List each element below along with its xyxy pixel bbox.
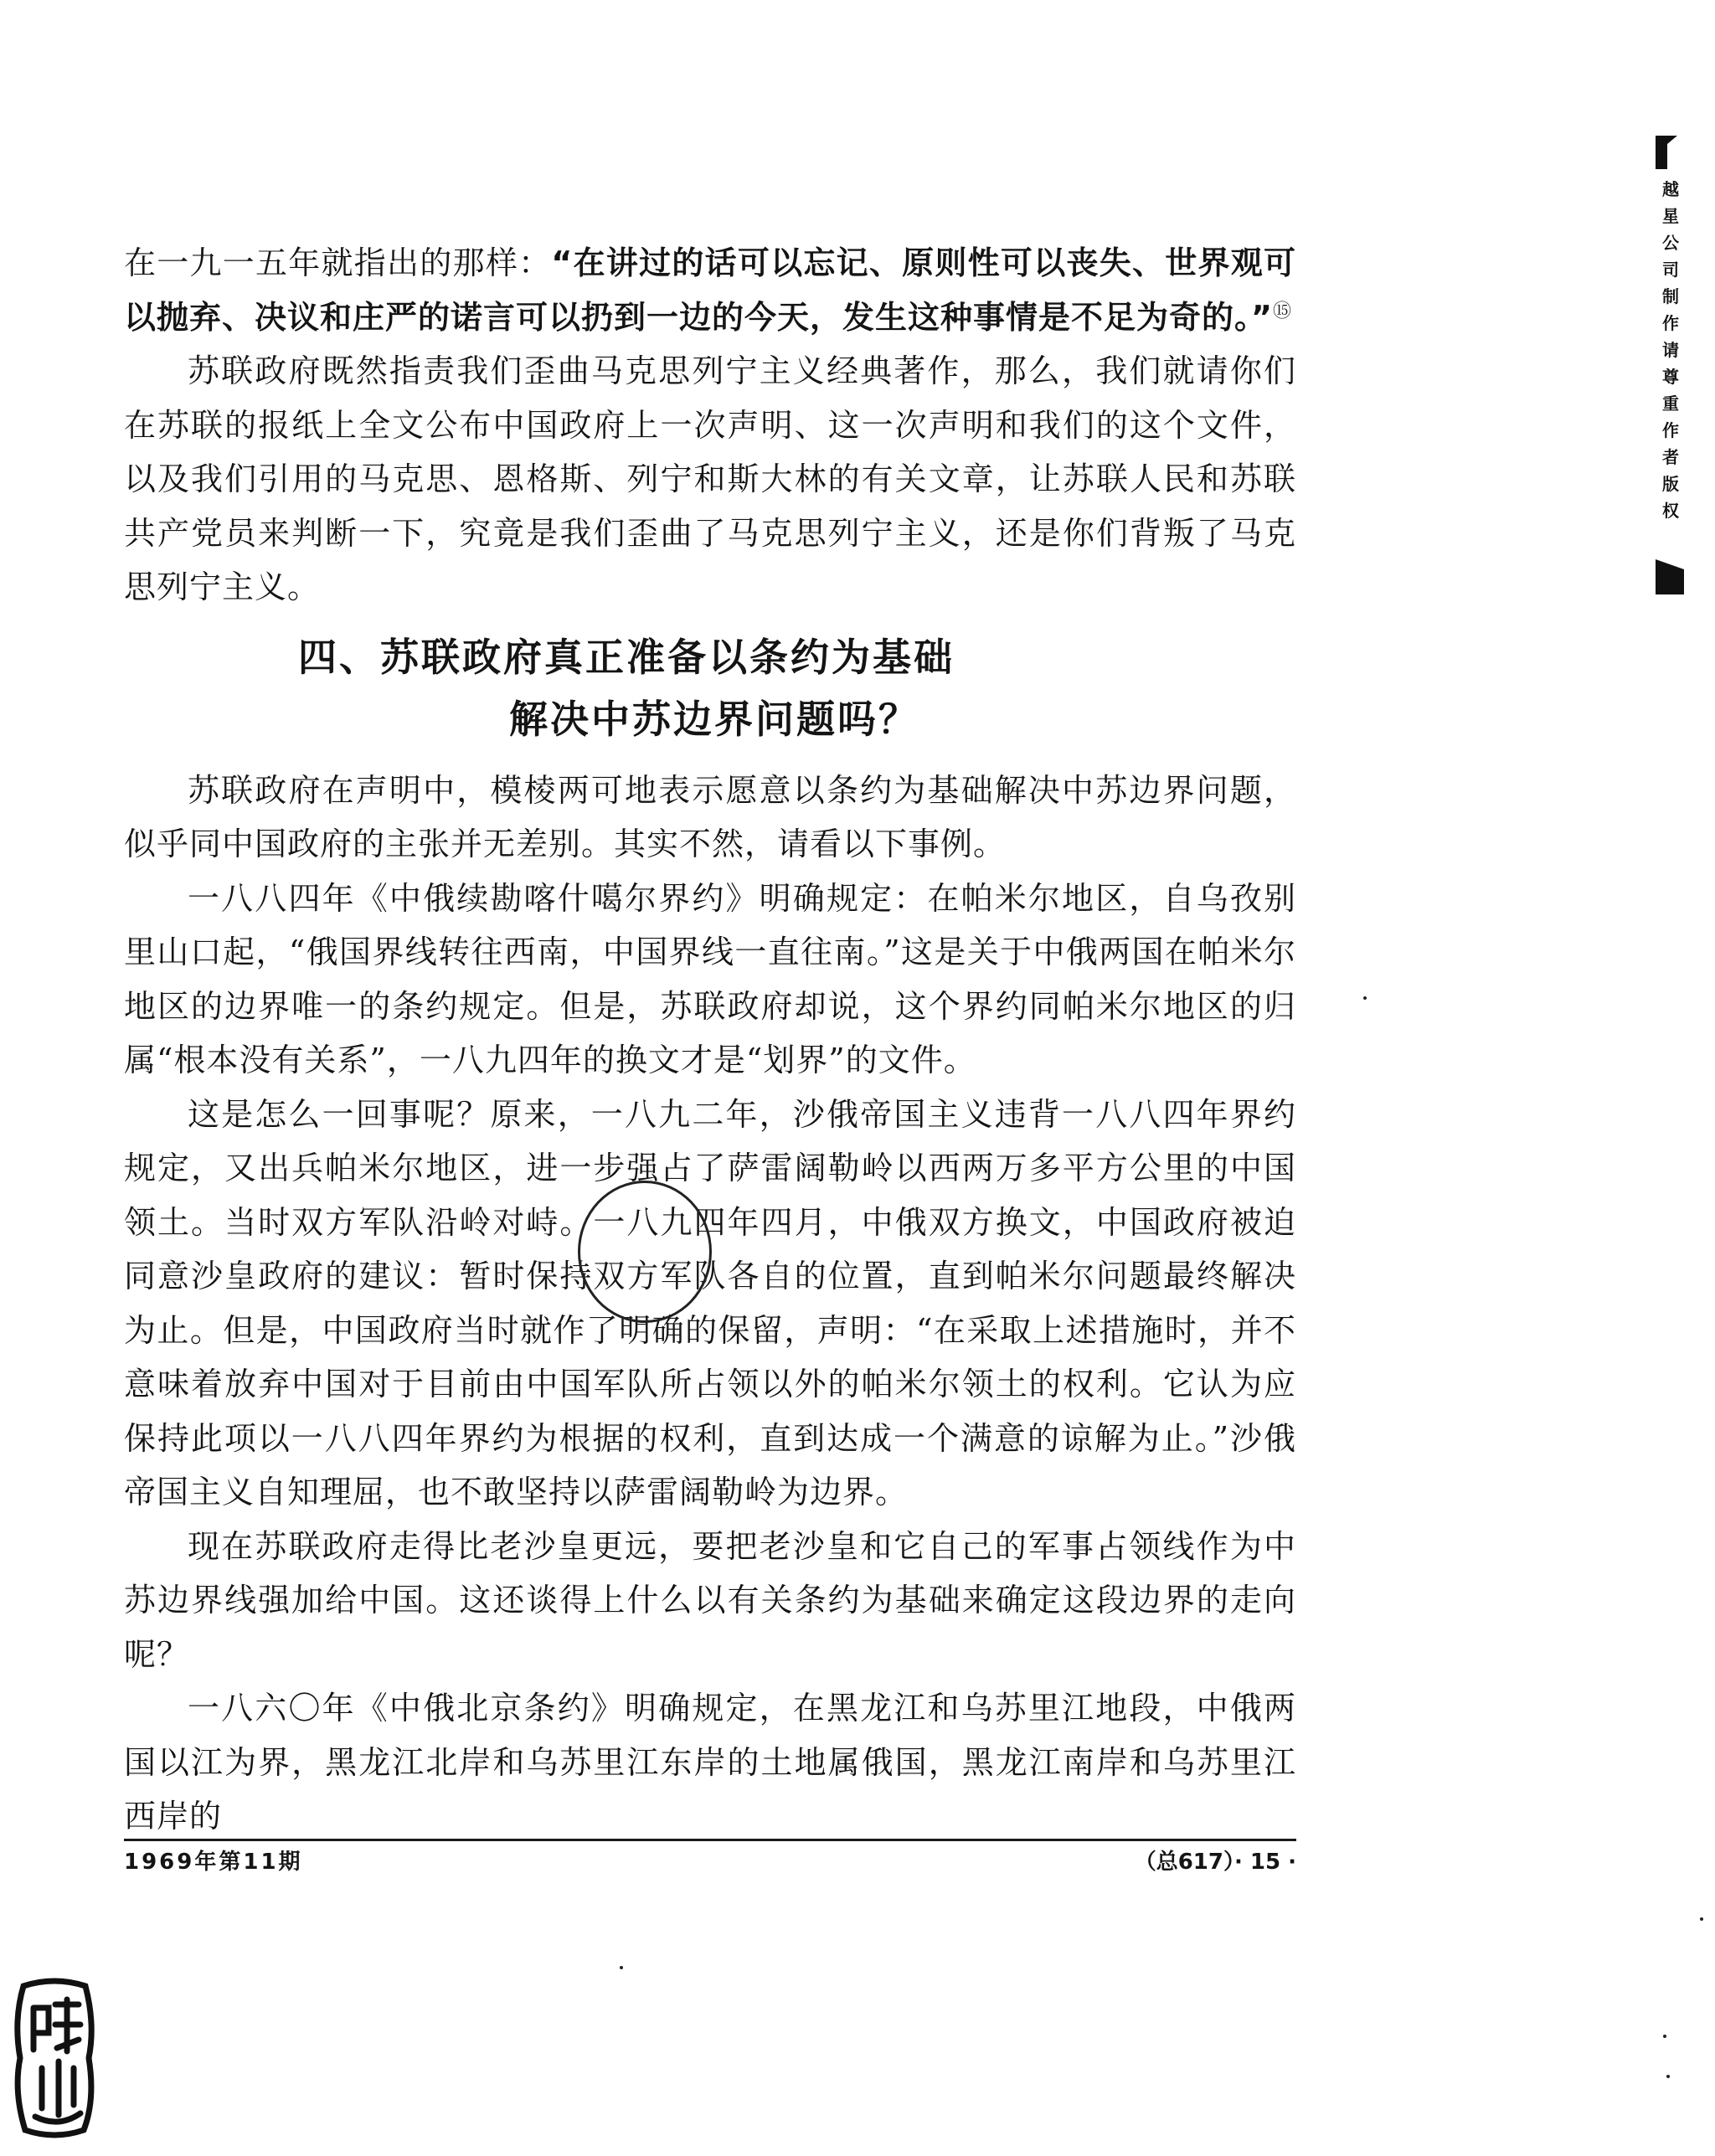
paragraph-6: 现在苏联政府走得比老沙皇更远，要把老沙皇和它自己的军事占领线作为中苏边界线强加给中国。这还谈得上什么以有关条约为基础来确定这段边界的走向呢？: [124, 1527, 1296, 1673]
side-note-char: 尊: [1662, 367, 1679, 387]
scan-speck: [1363, 996, 1367, 1000]
section-heading-line-1: 四、苏联政府真正准备以条约为基础: [298, 634, 955, 680]
scan-speck: [1700, 1917, 1703, 1921]
side-note-char: 公: [1662, 233, 1679, 253]
page-number: （总617）· 15 ·: [1134, 1850, 1296, 1875]
paragraph-4: 一八八四年《中俄续勘喀什噶尔界约》明确规定：在帕米尔地区，自乌孜别里山口起，“俄国界线转往西南，中国界线一直往南。”这是关于中俄两国在帕米尔地区的边界唯一的条约规定。但是，苏联政府却说，这个界约同帕米尔地区的归属“根本没有关系”，一八九四年的换文才是“划界”的文件。: [124, 879, 1296, 1078]
side-marker-bottom: [1656, 569, 1684, 594]
side-note-char: 版: [1662, 474, 1679, 494]
side-note-char: 越: [1662, 179, 1679, 199]
scan-speck: [1666, 2075, 1670, 2078]
section-heading: [124, 626, 1296, 750]
side-note-char: 星: [1662, 206, 1679, 226]
scan-speck: [620, 1966, 623, 1969]
scan-speck: [1663, 2035, 1666, 2038]
seal-stamp: [8, 1974, 100, 2142]
side-copyright-note: [1656, 176, 1685, 524]
side-note-char: 司: [1662, 260, 1679, 280]
side-marker-top: [1656, 136, 1667, 169]
paragraph-1-lead: 在一九一五年就指出的那样：: [124, 244, 552, 281]
paragraph-1: [124, 236, 1296, 344]
issue-label: 1969年第11期: [124, 1850, 303, 1875]
side-note-char: 作: [1662, 420, 1679, 440]
section-heading-line-2: 解决中苏边界问题吗？: [509, 696, 919, 742]
footnote-marker: ⑮: [1272, 300, 1292, 322]
footer-rule: [124, 1839, 1296, 1841]
article-body: [124, 236, 1296, 1844]
paragraph-5: 这是怎么一回事呢？原来，一八九二年，沙俄帝国主义违背一八八四年界约规定，又出兵帕米尔地区，进一步强占了萨雷阔勒岭以西两万多平方公里的中国领土。当时双方军队沿岭对峙。一八九四年四月，中俄双方换文，中国政府被迫同意沙皇政府的建议：暂时保持双方军队各自的位置，直到帕米尔问题最终解决为止。但是，中国政府当时就作了明确的保留，声明：“在采取上述措施时，并不意味着放弃中国对于目前由中国军队所占领以外的帕米尔领土的权利。它认为应保持此项以一八八四年界约为根据的权利，直到达成一个满意的谅解为止。”沙俄帝国主义自知理屈，也不敢坚持以萨雷阔勒岭为边界。: [124, 1095, 1296, 1510]
paragraph-1-quote: “在讲过的话可以忘记、原则性可以丧失、世界观可以抛弃、决议和庄严的诺言可以扔到一边的今天，发生这种事情是不足为奇的。”: [124, 244, 1296, 336]
paragraph-2: 苏联政府既然指责我们歪曲马克思列宁主义经典著作，那么，我们就请你们在苏联的报纸上全文公布中国政府上一次声明、这一次声明和我们的这个文件，以及我们引用的马克思、恩格斯、列宁和斯大林的有关文章，让苏联人民和苏联共产党员来判断一下，究竟是我们歪曲了马克思列宁主义，还是你们背叛了马克思列宁主义。: [124, 352, 1296, 605]
side-note-char: 重: [1662, 394, 1679, 414]
paragraph-7: 一八六〇年《中俄北京条约》明确规定，在黑龙江和乌苏里江地段，中俄两国以江为界，黑龙江北岸和乌苏里江东岸的土地属俄国，黑龙江南岸和乌苏里江西岸的: [124, 1690, 1296, 1834]
side-note-char: 作: [1662, 313, 1679, 333]
side-note-char: 制: [1662, 286, 1679, 306]
side-note-char: 请: [1662, 340, 1679, 360]
side-note-char: 者: [1662, 447, 1679, 467]
paragraph-3: 苏联政府在声明中，模棱两可地表示愿意以条约为基础解决中苏边界问题，似乎同中国政府的主张并无差别。其实不然，请看以下事例。: [124, 771, 1296, 862]
side-note-char: 权: [1662, 501, 1679, 521]
